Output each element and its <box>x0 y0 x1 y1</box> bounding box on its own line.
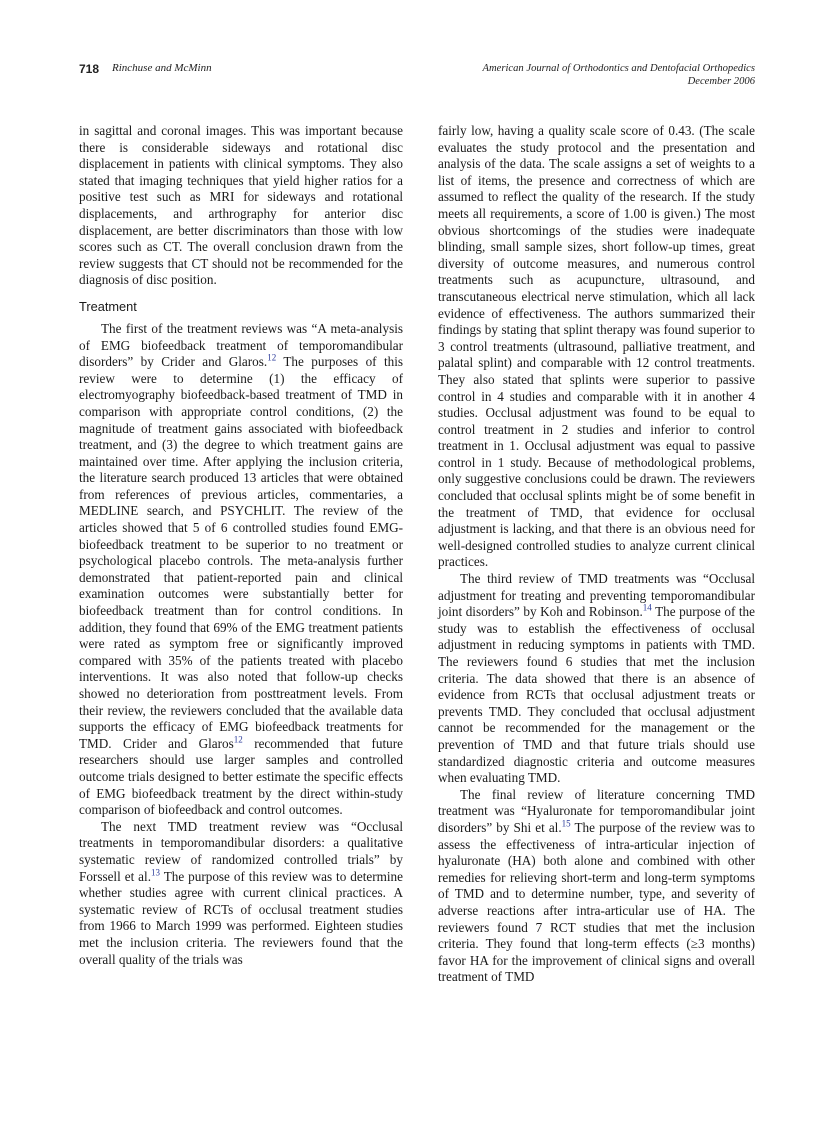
paragraph-text: The third review of TMD treatments was “Occlusal adjustment for treating and preventing temporomandibular joint disorders” by Koh and Robinson. <box>438 571 755 620</box>
paragraph-text: The final review of literature concerning TMD treatment was “Hyaluronate for temporomandibular joint disorders” by Shi et al. <box>438 786 755 835</box>
citation-ref-12[interactable]: 12 <box>267 352 277 363</box>
paragraph-text: The purpose of the review was to assess the effectiveness of intra-articular injection of hyaluronate (HA) both alone and combined with other remedies for relieving short-term and long-term symptoms of TMD and to determine number, type, and severity of adverse reactions after intra-articular use of HA. The reviewers found 7 RCT studies that met the inclusion criteria. They found that long-term effects (≥3 months) favor HA for the improvement of clinical signs and overall treatment of TMD <box>438 819 756 985</box>
paragraph-text: recommended that future researchers should use larger samples and controlled outcome trials designed to better estimate the specific effects of EMG biofeedback treatment by the direct within-study comparison of biofeedback and control outcomes. <box>79 735 403 818</box>
paragraph <box>438 787 755 986</box>
paragraph <box>79 321 403 819</box>
section-heading-treatment: Treatment <box>79 298 137 314</box>
citation-ref-12[interactable]: 12 <box>233 734 243 745</box>
paragraph <box>438 571 755 787</box>
citation-ref-15[interactable]: 15 <box>561 818 571 829</box>
issue-date: December 2006 <box>687 76 755 87</box>
paragraph-text: The purpose of the study was to establish the effectiveness of occlusal adjustment in reducing symptoms in patients with TMD. The reviewers found 6 studies that met the inclusion criteria. The data showed that there is an absence of evidence from RCTs that occlusal adjustment treats or prevents TMD. They concluded that occlusal adjustment cannot be recommended for the management or the prevention of TMD and that future trials should use standardized diagnostic criteria and outcome measures when evaluating TMD. <box>438 604 755 786</box>
paragraph: fairly low, having a quality scale score of 0.43. (The scale evaluates the study protocol and the presentation and analysis of the data. The scale assigns a set of weights to a list of items, the presence and correctness of which are assumed to reflect the quality of the research. If the study meets all requirements, a score of 1.00 is given.) The most obvious shortcomings of the studies were inadequate blinding, small sample sizes, short follow-up times, great diversity of outcome measures, and numerous control treatments such as acupuncture, ultrasound, and transcutaneous electrical nerve stimulation, which all lack evidence of effectiveness. The authors summarized their findings by stating that splint therapy was found superior to 3 control treatments (ultrasound, palliative treatment, and palatal splint) and comparable with 12 control treatments. They also stated that splints were superior to passive control in 4 studies and comparable with it in another 4 studies. Occlusal adjustment was found to be equal to control treatment in 2 studies and inferior to control treatment in 1. Occlusal adjustment was equal to passive control in 1 study. Because of methodological problems, only suggestive conclusions could be drawn. The reviewers concluded that occlusal splints might be of some benefit in the treatment of TMD, that evidence for occlusal adjustment is lacking, and that there is an obvious need for well-designed controlled studies to analyze current clinical practices. <box>438 123 755 570</box>
running-authors: Rinchuse and McMinn <box>112 62 212 74</box>
paragraph-text: The next TMD treatment review was “Occlusal treatments in temporomandibular disorders: a qualitative systematic review of randomized controlled trials” by Forssell et al. <box>79 818 403 884</box>
paragraph-text: The purposes of this review were to determine (1) the efficacy of electromyography biofeedback-based treatment of TMD in comparison with appropriate control conditions, (2) the magnitude of treatment gains associated with biofeedback treatment, and (3) the degree to which treatment gains are maintained over time. After applying the inclusion criteria, the literature search produced 13 articles that were obtained from references of previous articles, commentaries, a MEDLINE search, and PSYCHLIT. The review of the articles showed that 5 of 6 controlled studies found EMG-biofeedback treatment to be superior to no treatment or psychological placebo controls. The meta-analysis further demonstrated that patient-reported pain and clinical examination outcomes were substantially better for biofeedback treatment than for control conditions. In addition, they found that 69% of the EMG treatment patients were rated as symptom free or significantly improved compared with 35% of the patients treated with placebo interventions. It was also noted that follow-up checks showed no deterioration from posttreatment levels. From their review, the reviewers concluded that the available data supports the efficacy of EMG biofeedback treatments for TMD. Crider and Glaros <box>79 354 404 751</box>
left-column <box>79 123 403 968</box>
journal-info <box>483 62 755 88</box>
citation-ref-13[interactable]: 13 <box>151 867 160 878</box>
paragraph: in sagittal and coronal images. This was important because there is considerable sideways and rotational disc displacement in patients with clinical symptoms. They also stated that imaging techniques that yield higher ratios for a positive test such as MRI for sideways and rotational displacements, and arthrography for anterior disc displacement, are better discriminators than those with low scores such as CT. The overall conclusion drawn from the review suggests that CT should not be recommended for the diagnosis of disc position. <box>79 123 403 288</box>
running-header <box>79 62 755 96</box>
right-column <box>438 123 755 986</box>
paragraph-text: The first of the treatment reviews was “A meta-analysis of EMG biofeedback treatment of temporomandibular disorders” by Crider and Glaros. <box>79 320 403 370</box>
paragraph <box>79 819 403 968</box>
citation-ref-14[interactable]: 14 <box>642 602 652 613</box>
journal-title: American Journal of Orthodontics and Dentofacial Orthopedics <box>482 63 755 74</box>
page-number: 718 <box>79 62 100 76</box>
paragraph-text: The purpose of this review was to determine whether studies agree with current clinical practices. A systematic review of RCTs of occlusal treatment studies from 1966 to March 1999 was performed. Eighteen studies met the inclusion criteria. The reviewers found that the overall quality of the trials was <box>79 868 403 967</box>
